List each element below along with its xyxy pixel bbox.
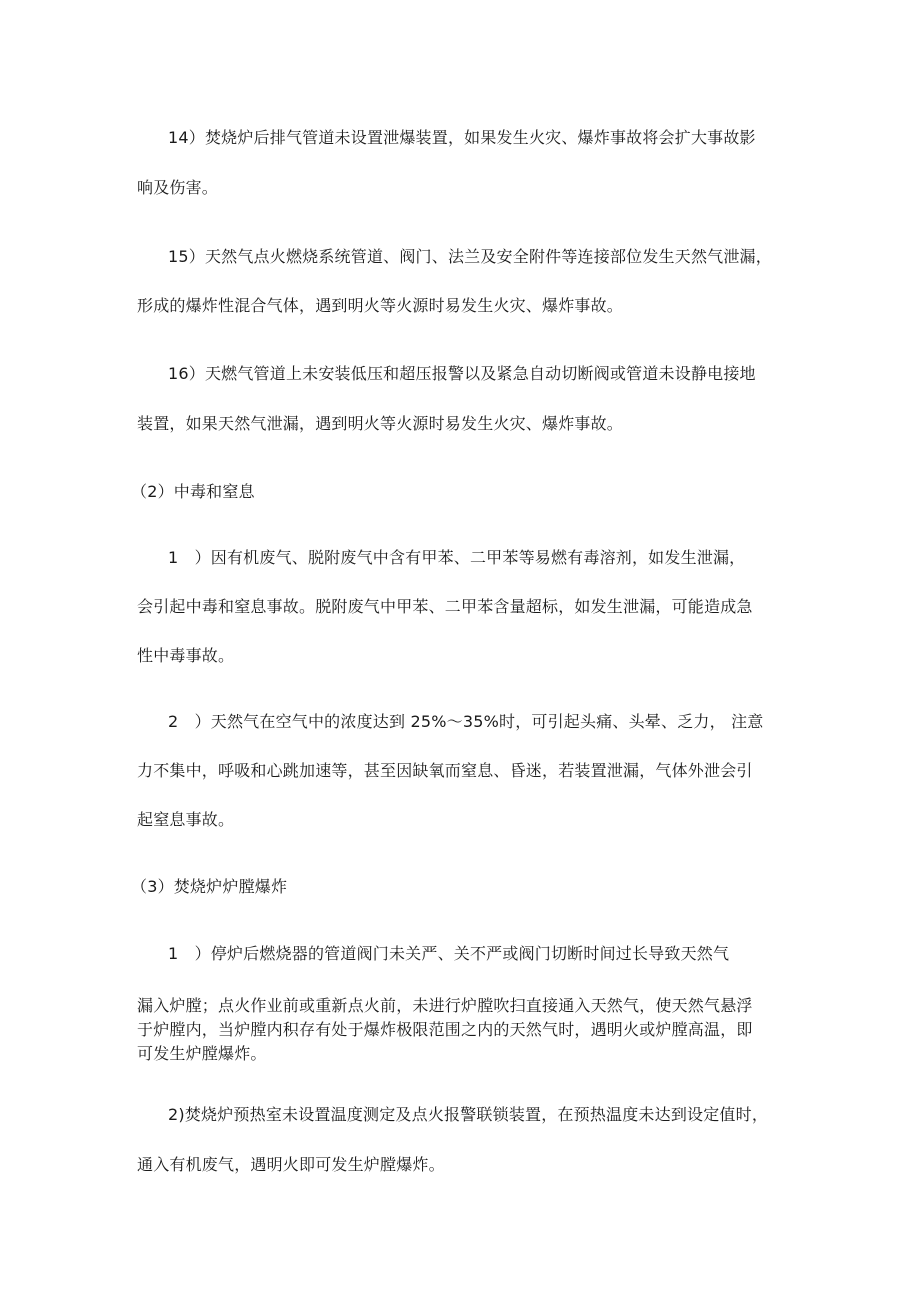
section-2-heading: （2）中毒和窒息 <box>131 482 255 501</box>
paragraph-15-line-2: 形成的爆炸性混合气体，遇到明火等火源时易发生火灾、爆炸事故。 <box>137 296 624 315</box>
paragraph-15-line-1: 15）天然气点火燃烧系统管道、阀门、法兰及安全附件等连接部位发生天然气泄漏， <box>168 247 772 266</box>
section-2-item-1-line-2: 会引起中毒和窒息事故。脱附废气中甲苯、二甲苯含量超标，如发生泄漏，可能造成急 <box>137 597 753 616</box>
section-3-item-1-line-3: 于炉膛内，当炉膛内积存有处于爆炸极限范围之内的天然气时，遇明火或炉膛高温，即 <box>137 1020 753 1039</box>
section-3-item-2-line-2: 通入有机废气，遇明火即可发生炉膛爆炸。 <box>137 1155 445 1174</box>
section-2-item-2-line-2: 力不集中，呼吸和心跳加速等，甚至因缺氧而窒息、昏迷，若装置泄漏，气体外泄会引 <box>137 761 753 780</box>
section-2-item-1-line-1: 1 ）因有机废气、脱附废气中含有甲苯、二甲苯等易燃有毒溶剂，如发生泄漏， <box>168 548 746 567</box>
section-3-item-2-line-1: 2)焚烧炉预热室未设置温度测定及点火报警联锁装置，在预热温度未达到设定值时， <box>168 1105 769 1124</box>
section-3-item-1-line-2: 漏入炉膛；点火作业前或重新点火前，未进行炉膛吹扫直接通入天然气，使天然气悬浮 <box>137 996 753 1015</box>
paragraph-16-line-2: 装置，如果天然气泄漏，遇到明火等火源时易发生火灾、爆炸事故。 <box>137 414 624 433</box>
section-3-item-1-line-4: 可发生炉膛爆炸。 <box>137 1044 267 1063</box>
section-3-item-1-line-1: 1 ）停炉后燃烧器的管道阀门未关严、关不严或阀门切断时间过长导致天然气 <box>168 944 730 963</box>
paragraph-16-line-1: 16）天燃气管道上未安装低压和超压报警以及紧急自动切断阀或管道未设静电接地 <box>168 364 756 383</box>
paragraph-14-line-2: 响及伤害。 <box>137 178 219 197</box>
section-2-item-2-line-3: 起窒息事故。 <box>137 810 235 829</box>
section-3-heading: （3）焚烧炉炉膛爆炸 <box>131 877 288 896</box>
section-2-item-1-line-3: 性中毒事故。 <box>137 646 235 665</box>
paragraph-14-line-1: 14）焚烧炉后排气管道未设置泄爆装置，如果发生火灾、爆炸事故将会扩大事故影 <box>168 128 756 147</box>
section-2-item-2-line-1: 2 ）天然气在空气中的浓度达到 25%～35%时，可引起头痛、头晕、乏力， 注意 <box>168 712 764 731</box>
